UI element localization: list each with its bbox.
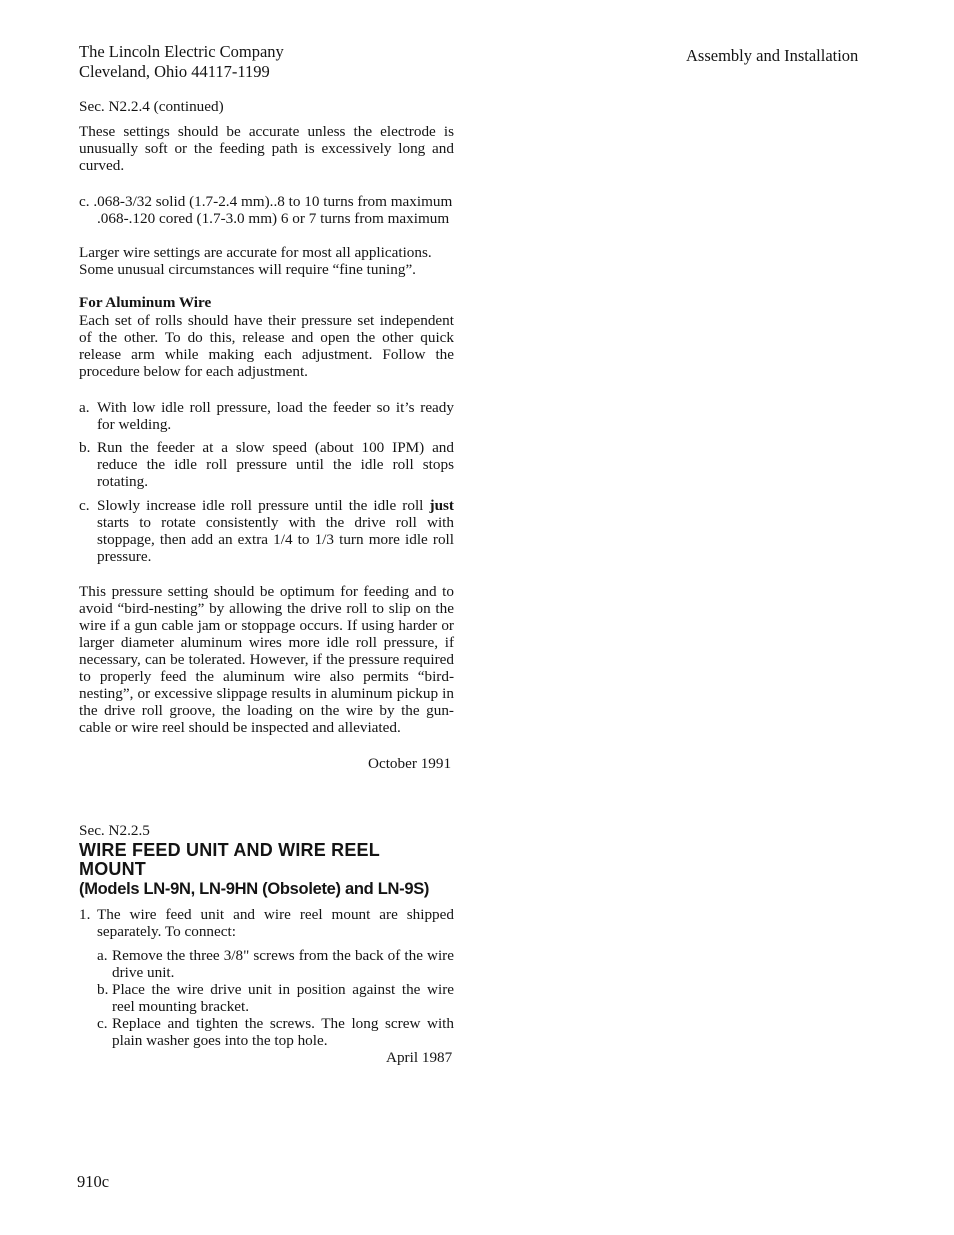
section-label: Sec. N2.2.5 — [79, 822, 150, 839]
list-item-text: Remove the three 3/8" screws from the back of the wire drive unit. — [112, 947, 454, 981]
list-item-letter: a. — [79, 399, 90, 416]
aluminum-wire-heading: For Aluminum Wire — [79, 294, 212, 311]
settings-paragraph: These settings should be accurate unless the electrode is unusually soft or the feeding path is excessively long and curved. — [79, 123, 454, 174]
section-heading: WIRE FEED UNIT AND WIRE REEL MOUNT — [79, 840, 380, 879]
wire-setting-solid: c. .068-3/32 solid (1.7-2.4 mm)..8 to 10 turns from maximum — [79, 193, 453, 210]
list-item-text-start: Slowly increase idle roll pressure until the idle roll — [97, 497, 430, 514]
list-item-letter: b. — [79, 439, 91, 456]
list-item-letter: a. — [97, 947, 108, 964]
list-item-letter: c. — [79, 497, 90, 514]
company-address: Cleveland, Ohio 44117-1199 — [79, 62, 270, 81]
list-item-text: Run the feeder at a slow speed (about 100 IPM) and reduce the idle roll pressure until the idle roll stops rotating. — [97, 439, 454, 490]
list-item-text — [97, 497, 454, 565]
list-item — [79, 906, 454, 940]
section-label-continued: Sec. N2.2.4 (continued) — [79, 98, 224, 115]
optimum-paragraph: This pressure setting should be optimum for feeding and to avoid “bird-nesting” by allowing the drive roll to slip on the wire if a gun cable jam or stoppage occurs. If using harder or larger diameter aluminum wires more idle roll pressure, if necessary, can be tolerated. However, if the pressure required to properly feed the aluminum wire also permits “bird-nesting”, or excessive slippage results in aluminum pickup in the drive roll groove, the loading on the wire by the gun-cable or wire reel should be inspected and alleviated. — [79, 583, 454, 736]
emphasis-just: just — [429, 497, 454, 514]
list-item-letter: b. — [97, 981, 109, 998]
list-item-text: Place the wire drive unit in position against the wire reel mounting bracket. — [112, 981, 454, 1015]
list-item-text: The wire feed unit and wire reel mount are shipped separately. To connect: — [97, 906, 454, 940]
list-item — [97, 1015, 454, 1049]
larger-wire-paragraph: Larger wire settings are accurate for most all applications. Some unusual circumstances will require “fine tuning”. — [79, 244, 432, 278]
list-item-number: 1. — [79, 906, 91, 923]
list-item-text: Replace and tighten the screws. The long screw with plain washer goes into the top hole. — [112, 1015, 454, 1049]
list-item — [97, 981, 454, 1015]
list-item — [79, 497, 454, 565]
page-number: 910c — [77, 1172, 110, 1191]
list-item — [79, 399, 454, 433]
list-item — [97, 947, 454, 981]
revision-date: October 1991 — [368, 755, 452, 772]
section-subheading: (Models LN-9N, LN-9HN (Obsolete) and LN-9S) — [79, 880, 430, 898]
list-item-text-end: starts to rotate consistently with the drive roll with stoppage, then add an extra 1/4 to 1/3 turn more idle roll pressure. — [97, 514, 454, 565]
list-item-letter: c. — [97, 1015, 108, 1032]
list-item — [79, 439, 454, 490]
revision-date: April 1987 — [386, 1049, 453, 1066]
wire-setting-cored: .068-.120 cored (1.7-3.0 mm) 6 or 7 turns from maximum — [97, 210, 450, 227]
section-title-header: Assembly and Installation — [686, 46, 859, 65]
list-item-text: With low idle roll pressure, load the feeder so it’s ready for welding. — [97, 399, 454, 433]
aluminum-paragraph: Each set of rolls should have their pressure set independent of the other. To do this, release and open the other quick release arm while making each adjustment. Follow the procedure below for each adjustment. — [79, 312, 454, 380]
company-name: The Lincoln Electric Company — [79, 42, 284, 61]
